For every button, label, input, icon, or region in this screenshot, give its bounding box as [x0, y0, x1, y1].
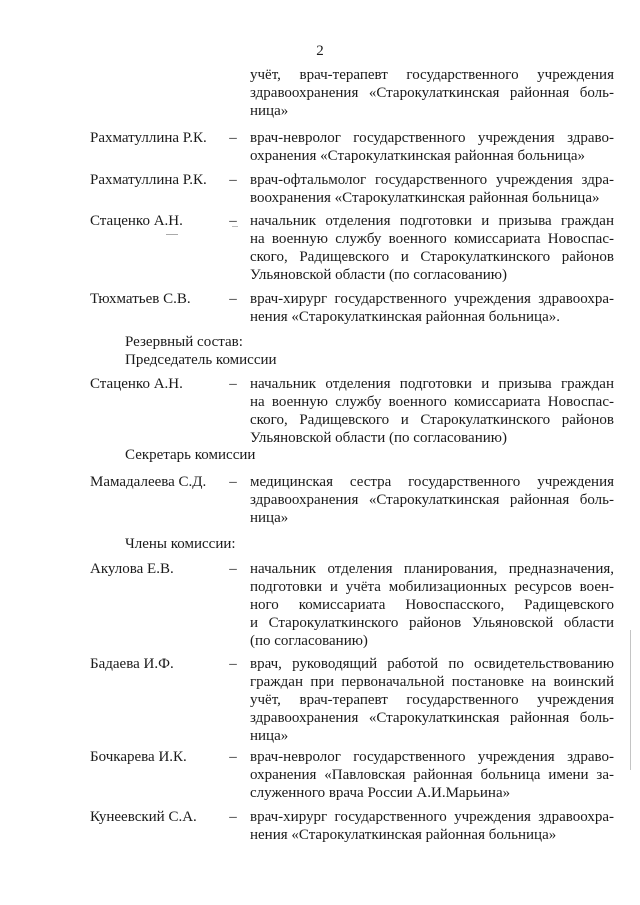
description-line: врач-хирург государственного учреждения здравоохра-: [250, 809, 614, 825]
description-line: врач-невролог государственного учреждения здраво-: [250, 130, 614, 146]
description-line: Ульяновской области (по согласованию): [250, 267, 507, 283]
description-line: врач-офтальмолог государственного учреждения здра-: [250, 172, 614, 188]
entry-description: [250, 290, 614, 326]
description-line: учёт, врач-терапевт государственного учреждения: [250, 67, 614, 83]
description-line: ница»: [250, 510, 289, 526]
description-line: врач, руководящий работой по освидетельствованию: [250, 656, 614, 672]
entry-dash: –: [229, 474, 237, 490]
description-line: здравоохранения «Старокулаткинская районная боль-: [250, 492, 614, 508]
member-name: Стаценко А.Н.: [90, 213, 183, 229]
description-line: нения «Старокулаткинская районная больница».: [250, 309, 560, 325]
description-line: ница»: [250, 103, 289, 119]
description-line: медицинская сестра государственного учреждения: [250, 474, 614, 490]
member-name: Кунеевский С.А.: [90, 809, 197, 825]
description-line: врач-хирург государственного учреждения здравоохра-: [250, 291, 614, 307]
member-name: Бочкарева И.К.: [90, 749, 187, 765]
entry-dash: –: [229, 809, 237, 825]
page-number: 2: [316, 43, 324, 59]
description-line: подготовки и учёта мобилизационных ресурсов воен-: [250, 579, 614, 595]
entry-dash: –: [229, 291, 237, 307]
entry-description: [250, 375, 614, 447]
description-line: (по согласованию): [250, 633, 368, 649]
entry-dash: –: [229, 376, 237, 392]
members-heading: Члены комиссии:: [125, 536, 236, 552]
entry-description: [250, 212, 614, 284]
scan-artifact: [630, 630, 631, 770]
chair-heading: Председатель комиссии: [125, 352, 277, 368]
entry-description: [250, 66, 614, 120]
description-line: охранения «Старокулаткинская районная больница»: [250, 148, 586, 164]
entry-description: [250, 748, 614, 802]
entry-description: [250, 655, 614, 745]
member-name: Рахматуллина Р.К.: [90, 172, 207, 188]
description-line: на военную службу военного комиссариата Новоспас-: [250, 231, 614, 247]
description-line: здравоохранения «Старокулаткинская районная боль-: [250, 710, 614, 726]
member-name: Бадаева И.Ф.: [90, 656, 174, 672]
description-line: учёт, врач-терапевт государственного учреждения: [250, 692, 614, 708]
description-line: и Старокулаткинского районов Ульяновской области: [250, 615, 614, 631]
member-name: Тюхматьев С.В.: [90, 291, 191, 307]
description-line: воохранения «Старокулаткинская районная больница»: [250, 190, 600, 206]
description-line: начальник отделения подготовки и призыва граждан: [250, 376, 614, 392]
entry-dash: –: [229, 172, 237, 188]
scan-artifact: [166, 234, 178, 235]
description-line: здравоохранения «Старокулаткинская районная боль-: [250, 85, 614, 101]
member-name: Стаценко А.Н.: [90, 376, 183, 392]
secretary-heading: Секретарь комиссии: [125, 447, 256, 463]
description-line: начальник отделения планирования, предназначения,: [250, 561, 614, 577]
description-line: служенного врача России А.И.Марьина»: [250, 785, 511, 801]
entry-dash: –: [229, 656, 237, 672]
description-line: ского, Радищевского и Старокулаткинского районов: [250, 249, 614, 265]
reserve-heading: Резервный состав:: [125, 334, 243, 350]
description-line: ница»: [250, 728, 289, 744]
entry-description: [250, 473, 614, 527]
entry-dash: –: [229, 561, 237, 577]
entry-description: [250, 808, 614, 844]
description-line: нения «Старокулаткинская районная больница»: [250, 827, 557, 843]
description-line: ного комиссариата Новоспасского, Радищевского: [250, 597, 614, 613]
description-line: на военную службу военного комиссариата Новоспас-: [250, 394, 614, 410]
entry-description: [250, 560, 614, 650]
entry-dash: –: [229, 749, 237, 765]
member-name: Мамадалеева С.Д.: [90, 474, 207, 490]
member-name: Рахматуллина Р.К.: [90, 130, 207, 146]
member-name: Акулова Е.В.: [90, 561, 174, 577]
description-line: врач-невролог государственного учреждения здраво-: [250, 749, 614, 765]
entry-description: [250, 129, 614, 165]
description-line: ского, Радищевского и Старокулаткинского районов: [250, 412, 614, 428]
entry-dash: –: [229, 130, 237, 146]
description-line: начальник отделения подготовки и призыва граждан: [250, 213, 614, 229]
description-line: охранения «Павловская районная больница имени за-: [250, 767, 614, 783]
entry-description: [250, 171, 614, 207]
entry-dash: –: [229, 213, 237, 229]
scan-artifact: [232, 226, 238, 227]
description-line: граждан при первоначальной постановке на воинский: [250, 674, 614, 690]
description-line: Ульяновской области (по согласованию): [250, 430, 507, 446]
